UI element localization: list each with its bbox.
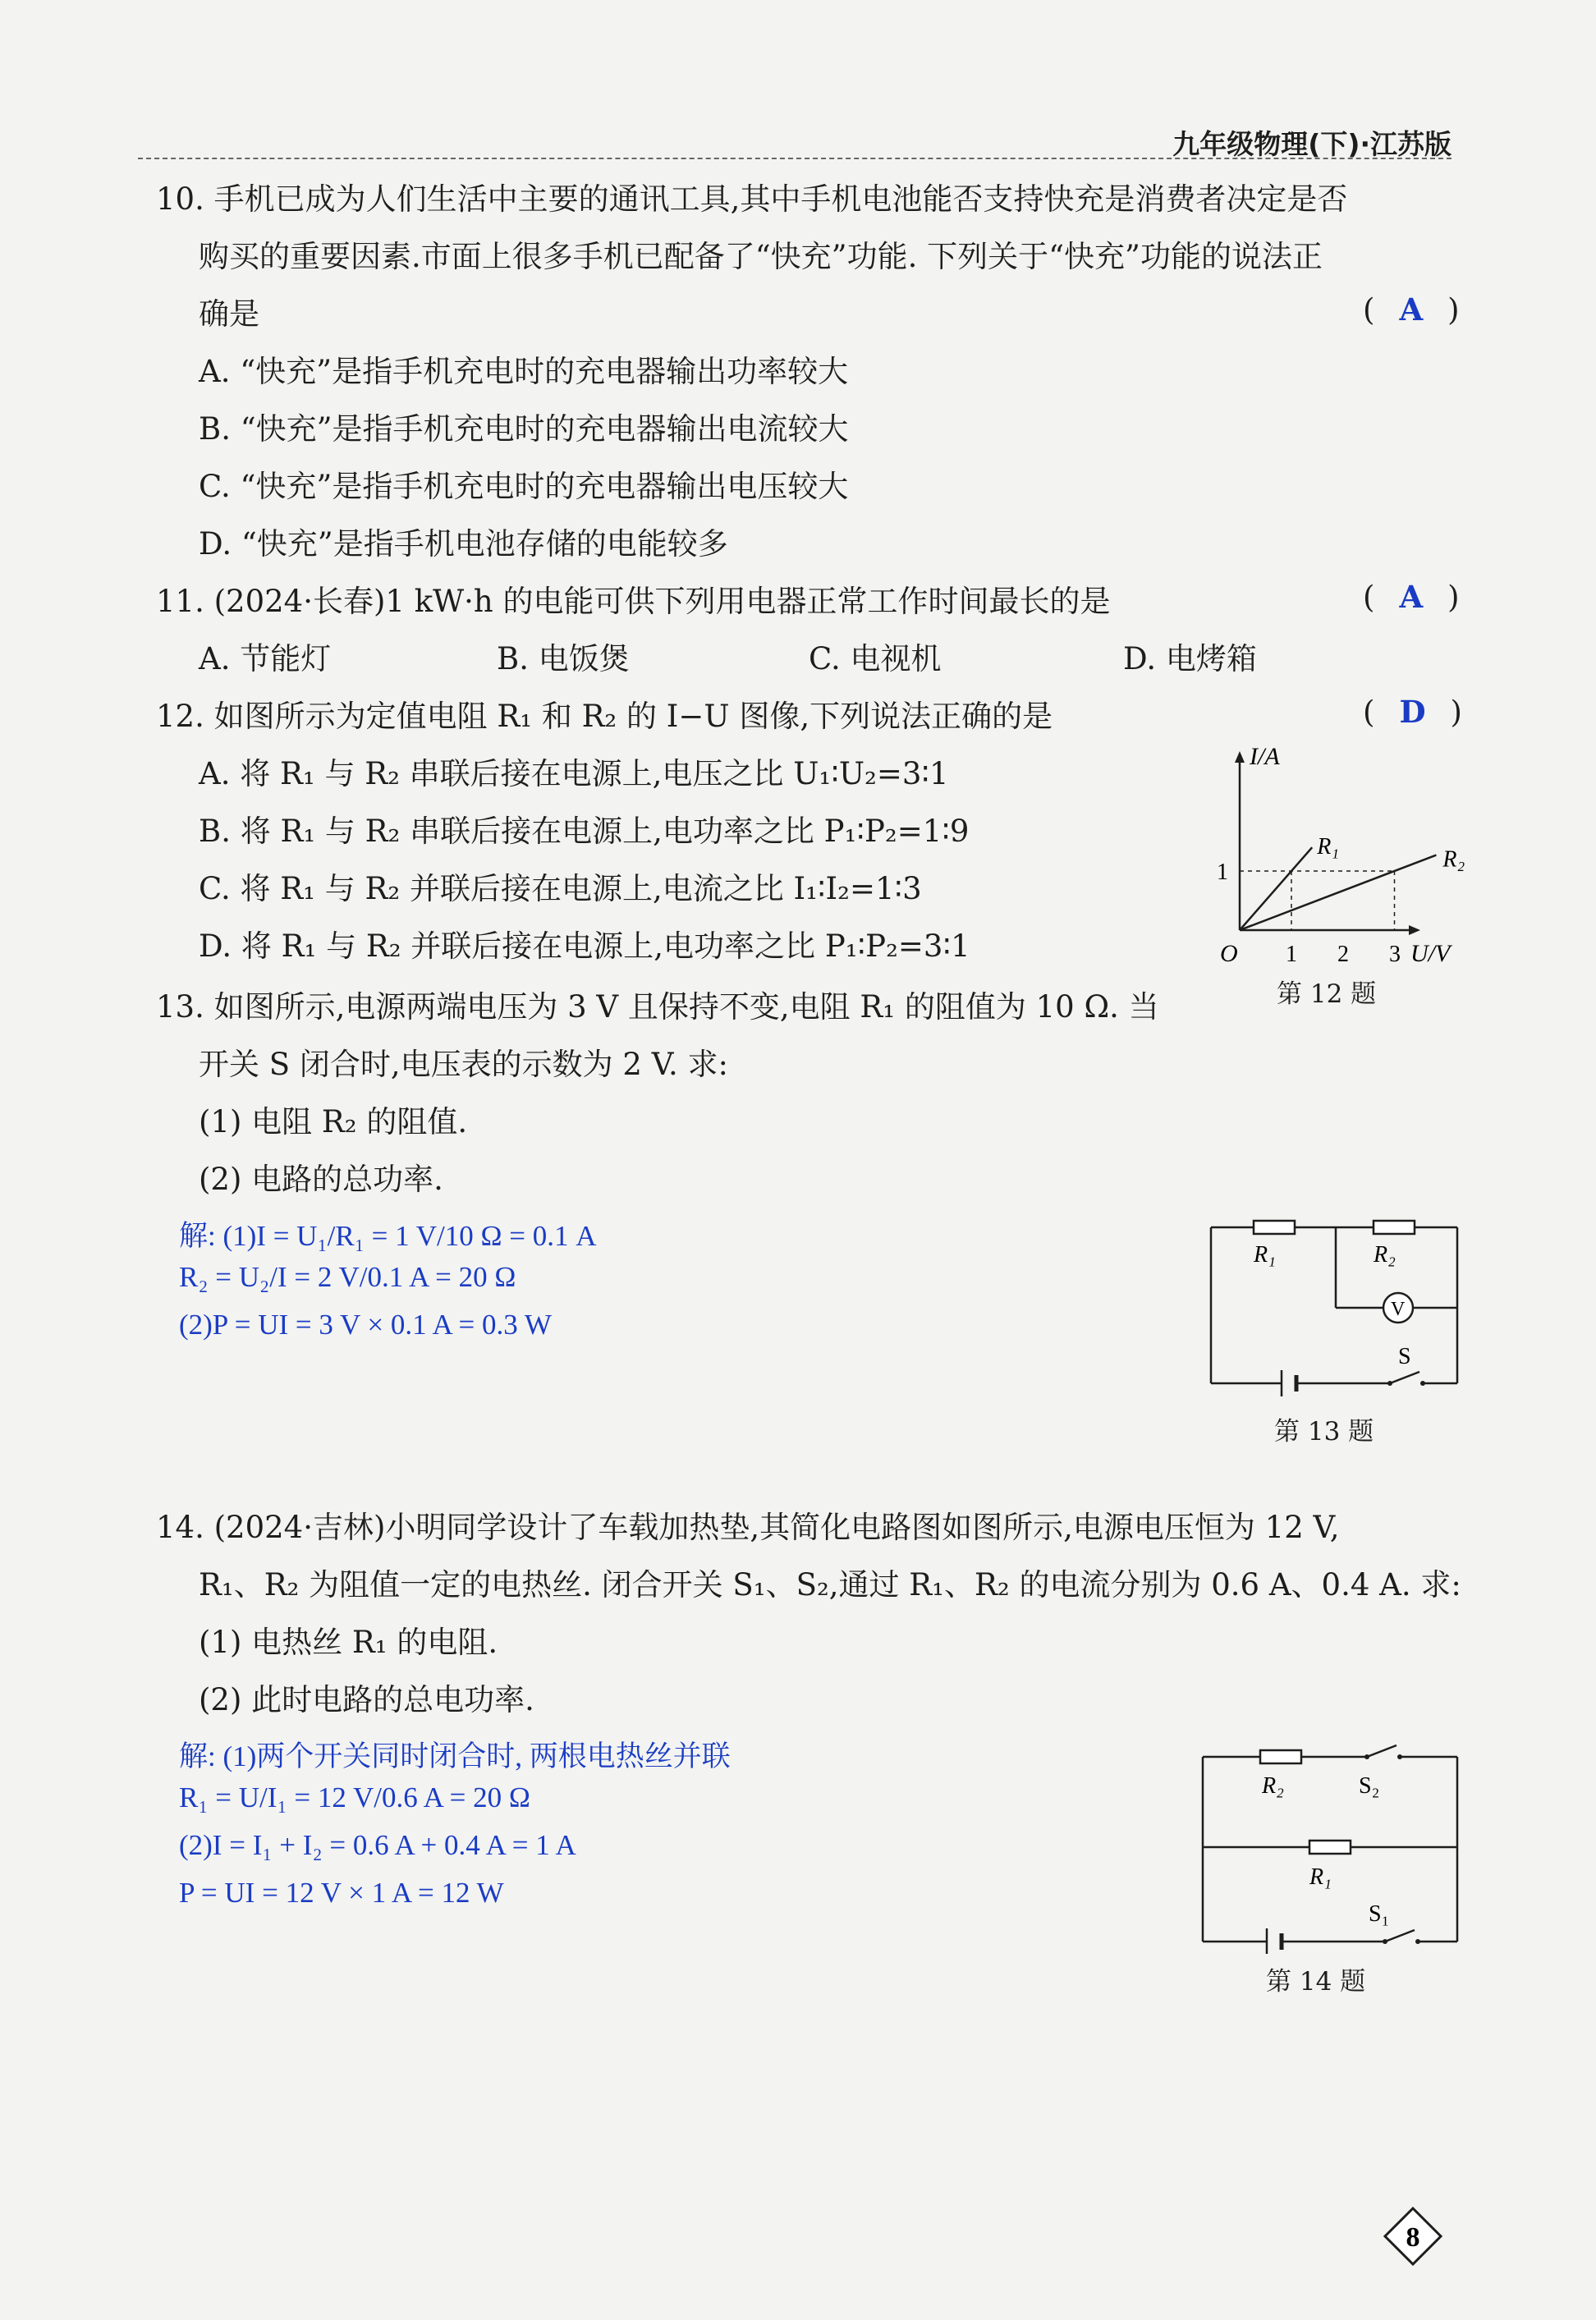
header-title: 九年级物理(下)·江苏版 (1172, 128, 1452, 160)
q10-line-1: 10. 手机已成为人们生活中主要的通讯工具,其中手机电池能否支持快充是消费者决定是否 (156, 181, 1348, 217)
y-tick-1: 1 (1217, 860, 1228, 885)
q14-part-2: (2) 此时电路的总电功率. (199, 1682, 534, 1717)
q13-part-2: (2) 电路的总功率. (199, 1162, 443, 1197)
series-label-2: R₂ (1442, 846, 1465, 873)
label-switch: S (1398, 1344, 1411, 1369)
series-label-1: R₁ (1317, 834, 1340, 860)
q10-answer: A (1399, 291, 1424, 328)
q10-option-d: D. “快充”是指手机电池存储的电能较多 (199, 526, 728, 562)
label-r1: R₁ (1254, 1242, 1276, 1268)
q11-stem: 11. (2024·长春)1 kW·h 的电能可供下列用电器正常工作时间最长的是 (156, 584, 1111, 619)
q12-caption: 第 12 题 (1277, 979, 1377, 1009)
x-tick-3: 3 (1389, 942, 1401, 965)
switch-s1-contact (1415, 1939, 1420, 1944)
q12-answer: D (1399, 694, 1426, 730)
q11-answer: A (1399, 579, 1424, 615)
switch-s2-pivot (1364, 1754, 1369, 1759)
iu-graph (1215, 743, 1478, 965)
switch-s2-contact (1397, 1754, 1402, 1759)
q13-solution-3: (2)P = UI = 3 V × 0.1 A = 0.3 W (179, 1309, 552, 1341)
q14-solution-4: P = UI = 12 V × 1 A = 12 W (179, 1877, 504, 1909)
q12-option-d: D. 将 R₁ 与 R₂ 并联后接在电源上,电功率之比 P₁∶P₂=3∶1 (199, 928, 970, 964)
q14-solution-1: 解: (1)两个开关同时闭合时, 两根电热丝并联 (179, 1740, 731, 1772)
q10-line-3: 确是 (199, 296, 259, 332)
y-axis-arrow (1235, 751, 1245, 763)
page-number-badge (1383, 2207, 1442, 2266)
switch-s1-pivot (1383, 1939, 1387, 1944)
q12-answer-bracket: ( D ) (1363, 694, 1462, 730)
q10-answer-bracket: ( A ) (1363, 291, 1460, 328)
label-r2: R₂ (1374, 1242, 1396, 1268)
q14-solution-2: R₁ = U/I₁ = 12 V/0.6 A = 20 Ω (179, 1781, 530, 1813)
q13-part-1: (1) 电阻 R₂ 的阻值. (199, 1104, 468, 1139)
q11-option-d: D. 电烤箱 (1123, 641, 1257, 676)
label-voltmeter: V (1391, 1299, 1406, 1320)
y-axis-label: I/A (1250, 743, 1280, 770)
q14-solution-3: (2)I = I₁ + I₂ = 0.6 A + 0.4 A = 1 A (179, 1829, 576, 1861)
header-divider (138, 158, 1452, 159)
q11-option-c: C. 电视机 (809, 641, 942, 676)
q14-circuit (1195, 1740, 1465, 1954)
q12-stem: 12. 如图所示为定值电阻 R₁ 和 R₂ 的 I−U 图像,下列说法正确的是 (156, 699, 1053, 734)
resistor-r2 (1374, 1221, 1415, 1234)
q10-option-b: B. “快充”是指手机充电时的充电器输出电流较大 (199, 411, 849, 447)
series-line-1 (1240, 847, 1312, 930)
label-r1: R₁ (1309, 1864, 1332, 1890)
resistor-r1 (1309, 1841, 1351, 1854)
x-tick-2: 2 (1337, 942, 1349, 965)
q14-part-1: (1) 电热丝 R₁ 的电阻. (199, 1625, 498, 1660)
origin-label: O (1220, 940, 1238, 965)
label-s1: S₁ (1369, 1901, 1390, 1927)
page-number: 8 (1406, 2222, 1420, 2253)
q13-caption: 第 13 题 (1274, 1417, 1374, 1447)
q11-answer-bracket: ( A ) (1363, 579, 1460, 615)
resistor-r2 (1260, 1750, 1301, 1763)
q11-option-a: A. 节能灯 (199, 641, 332, 676)
x-axis-arrow (1409, 925, 1420, 935)
q13-solution-1: 解: (1)I = U₁/R₁ = 1 V/10 Ω = 0.1 A (179, 1220, 597, 1252)
q14-line-1: 14. (2024·吉林)小明同学设计了车载加热垫,其简化电路图如图所示,电源电压恒为 12 V, (156, 1510, 1340, 1545)
q10-option-a: A. “快充”是指手机充电时的充电器输出功率较大 (199, 354, 849, 389)
q12-option-c: C. 将 R₁ 与 R₂ 并联后接在电源上,电流之比 I₁∶I₂=1∶3 (199, 871, 922, 906)
x-axis-label: U/V (1410, 940, 1451, 965)
resistor-r1 (1254, 1221, 1295, 1234)
q12-option-a: A. 将 R₁ 与 R₂ 串联后接在电源上,电压之比 U₁∶U₂=3∶1 (199, 756, 949, 791)
q14-line-2: R₁、R₂ 为阻值一定的电热丝. 闭合开关 S₁、S₂,通过 R₁、R₂ 的电流分别为 0.6 A、0.4 A. 求: (199, 1567, 1461, 1602)
q12-option-b: B. 将 R₁ 与 R₂ 串联后接在电源上,电功率之比 P₁∶P₂=1∶9 (199, 814, 970, 849)
label-s2: S₂ (1359, 1773, 1380, 1799)
q13-circuit (1203, 1211, 1465, 1400)
q10-option-c: C. “快充”是指手机充电时的充电器输出电压较大 (199, 469, 849, 504)
q13-solution-2: R₂ = U₂/I = 2 V/0.1 A = 20 Ω (179, 1261, 516, 1293)
switch-pivot (1387, 1381, 1392, 1386)
q10-line-2: 购买的重要因素.市面上很多手机已配备了“快充”功能. 下列关于“快充”功能的说法正 (199, 239, 1323, 274)
q14-caption: 第 14 题 (1266, 1967, 1366, 1997)
label-r2: R₂ (1262, 1773, 1284, 1799)
series-line-2 (1240, 855, 1436, 930)
q13-line-2: 开关 S 闭合时,电压表的示数为 2 V. 求: (199, 1047, 728, 1082)
q13-line-1: 13. 如图所示,电源两端电压为 3 V 且保持不变,电阻 R₁ 的阻值为 10 Ω. 当 (156, 989, 1159, 1025)
switch-contact (1420, 1381, 1425, 1386)
q11-option-b: B. 电饭煲 (497, 641, 630, 676)
x-tick-1: 1 (1286, 942, 1297, 965)
